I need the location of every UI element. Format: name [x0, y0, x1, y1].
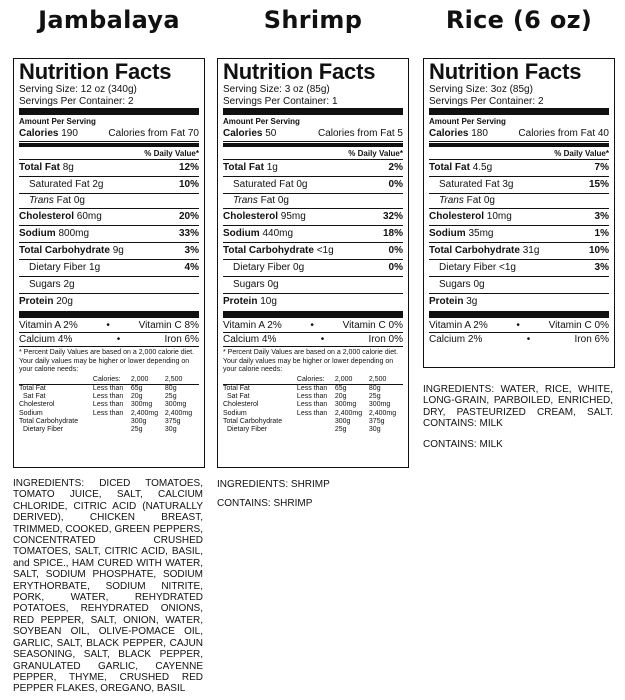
nutrient-row: Sugars 0g: [223, 277, 403, 294]
divider-medium: [429, 143, 609, 147]
divider-thick: [223, 108, 403, 115]
product-title: Rice (6 oz): [445, 6, 593, 34]
nutrient-row: Sodium 440mg 18%: [223, 226, 403, 243]
panel-title: Nutrition Facts: [429, 59, 582, 84]
nutrient-row: Sodium 35mg 1%: [429, 226, 609, 243]
contains-text: CONTAINS: MILK: [423, 439, 503, 450]
vitamin-row: Calcium 2% • Iron 6%: [429, 334, 609, 345]
servings-per-container: Servings Per Container: 2: [19, 95, 134, 107]
column-shrimp: [214, 0, 412, 700]
panel-title: Nutrition Facts: [223, 59, 376, 84]
calories-label: Calories: [19, 128, 59, 139]
calories-from-fat: Calories from Fat 70: [108, 128, 199, 139]
servings-per-container: Servings Per Container: 2: [429, 95, 544, 107]
ingredients-text: INGREDIENTS: DICED TOMATOES, TOMATO JUICE, SALT, CALCIUM CHLORIDE, CITRIC ACID (NATURALLY DERIVED), CHICKEN BREAST, TRIMMED, COOKED, GREEN PEPPERS, CONCENTRATED CRUSHED TOMATOES, SALT, CITRIC ACID, BASIL, and SPICE., HAM CURED WITH WATER, SALT, SODIUM PHOSPHATE, SODIUM ERYTHORBATE, SODIUM NITRITE, PORK, WATER, REHYDRATED POTATOES, REHYDRATED ONIONS, RED PEPPER, SALT, ONION, WATER, SOYBEAN OIL, OLIVE-POMACE OIL, GARLIC, SALT, BLACK PEPPER, CAJUN SEASONING, SALT, BLACK PEPPER, GRANULATED GARLIC, CAYENNE PEPPER, THYME, CRUSHED RED PEPPER FLAKES, OREGANO, BASIL: [13, 478, 203, 695]
calories-from-fat: Calories from Fat 5: [317, 128, 403, 139]
amount-per-serving: Amount Per Serving: [429, 117, 506, 126]
nutrient-row: Total Fat 8g 12%: [19, 160, 199, 177]
daily-value-header: % Daily Value*: [429, 148, 609, 160]
nutrient-row: Sodium 800mg 33%: [19, 226, 199, 243]
calories-value: 180: [471, 128, 488, 139]
nutrient-row: Protein 3g: [429, 296, 478, 307]
amount-per-serving: Amount Per Serving: [223, 117, 300, 126]
vitamin-row: Vitamin A 2% • Vitamin C 0%: [223, 320, 403, 331]
vitamin-row: Vitamin A 2% • Vitamin C 8%: [19, 320, 199, 331]
product-title: Jambalaya: [38, 6, 180, 34]
divider-medium: [19, 143, 199, 147]
serving-size: Serving Size: 3oz (85g): [429, 84, 533, 95]
nutrition-panel: [423, 58, 615, 368]
nutrition-panel: [217, 58, 409, 468]
calories-value: 190: [61, 128, 78, 139]
product-title: Shrimp: [263, 6, 363, 34]
vitamin-row: Vitamin A 2% • Vitamin C 0%: [429, 320, 609, 331]
nutrient-row: Dietary Fiber 1g 4%: [19, 260, 199, 277]
daily-value-header: % Daily Value*: [19, 148, 199, 160]
calories-label: Calories: [223, 128, 263, 139]
nutrition-panel: [13, 58, 205, 468]
nutrient-row: Trans Fat 0g: [429, 194, 609, 209]
nutrient-row: Sugars 2g: [19, 277, 199, 294]
serving-size: Serving Size: 3 oz (85g): [223, 84, 330, 95]
serving-size: Serving Size: 12 oz (340g): [19, 84, 137, 95]
panel-title: Nutrition Facts: [19, 59, 172, 84]
footnote: * Percent Daily Values are based on a 2,000 calorie diet. Your daily values may be higher or lower depending on your calorie needs:: [223, 349, 398, 373]
nutrient-row: Trans Fat 0g: [19, 194, 199, 209]
nutrient-row: Dietary Fiber <1g 3%: [429, 260, 609, 277]
divider-thick: [19, 108, 199, 115]
divider-thick: [19, 311, 199, 318]
nutrient-row: Cholesterol 10mg 3%: [429, 209, 609, 226]
calories-value: 50: [265, 128, 277, 139]
divider-medium: [223, 143, 403, 147]
calories-label: Calories: [429, 128, 469, 139]
calories-row: [429, 127, 609, 142]
servings-per-container: Servings Per Container: 1: [223, 95, 338, 107]
vitamin-row: Calcium 4% • Iron 0%: [223, 334, 403, 345]
nutrient-row: Cholesterol 60mg 20%: [19, 209, 199, 226]
nutrient-row: Dietary Fiber 0g 0%: [223, 260, 403, 277]
amount-per-serving: Amount Per Serving: [19, 117, 96, 126]
ingredients-text: INGREDIENTS: SHRIMP: [217, 479, 330, 490]
column-jambalaya: [10, 0, 208, 700]
nutrient-row: Sugars 0g: [429, 277, 609, 294]
daily-value-header: % Daily Value*: [223, 148, 403, 160]
footnote: * Percent Daily Values are based on a 2,000 calorie diet. Your daily values may be higher or lower depending on your calorie needs:: [19, 349, 194, 373]
divider-thick: [429, 108, 609, 115]
nutrient-row: Total Carbohydrate <1g 0%: [223, 243, 403, 260]
daily-values-table: Calories: 2,000 2,500 Total Fat Less than 65g 80g Sat Fat Less than 20g 25g Cholesterol Less than 300mg 300mg Sodium Less than 2,400mg 2,400mg Total Carbohydrate 300g 375g Dietary Fiber 25g 30g: [19, 376, 199, 435]
nutrient-row: Protein 20g: [19, 296, 73, 307]
calories-row: [19, 127, 199, 142]
column-rice: [420, 0, 618, 700]
vitamin-row: Calcium 4% • Iron 6%: [19, 334, 199, 345]
calories-from-fat: Calories from Fat 40: [518, 128, 609, 139]
nutrient-row: Trans Fat 0g: [223, 194, 403, 209]
nutrient-row: Saturated Fat 3g 15%: [429, 177, 609, 194]
daily-values-table: Calories: 2,000 2,500 Total Fat Less than 65g 80g Sat Fat Less than 20g 25g Cholesterol Less than 300mg 300mg Sodium Less than 2,400mg 2,400mg Total Carbohydrate 300g 375g Dietary Fiber 25g 30g: [223, 376, 403, 435]
nutrient-row: Total Fat 1g 2%: [223, 160, 403, 177]
contains-text: CONTAINS: SHRIMP: [217, 498, 313, 509]
divider-thick: [223, 311, 403, 318]
nutrient-row: Cholesterol 95mg 32%: [223, 209, 403, 226]
nutrient-row: Saturated Fat 0g 0%: [223, 177, 403, 194]
nutrient-row: Protein 10g: [223, 296, 277, 307]
ingredients-text: INGREDIENTS: WATER, RICE, WHITE, LONG-GRAIN, PARBOILED, ENRICHED, DRY, PASTEURIZED CREAM, SALT. CONTAINS: MILK: [423, 384, 613, 430]
nutrient-row: Total Fat 4.5g 7%: [429, 160, 609, 177]
nutrient-row: Saturated Fat 2g 10%: [19, 177, 199, 194]
divider-thick: [429, 311, 609, 318]
nutrient-row: Total Carbohydrate 31g 10%: [429, 243, 609, 260]
nutrient-row: Total Carbohydrate 9g 3%: [19, 243, 199, 260]
calories-row: [223, 127, 403, 142]
